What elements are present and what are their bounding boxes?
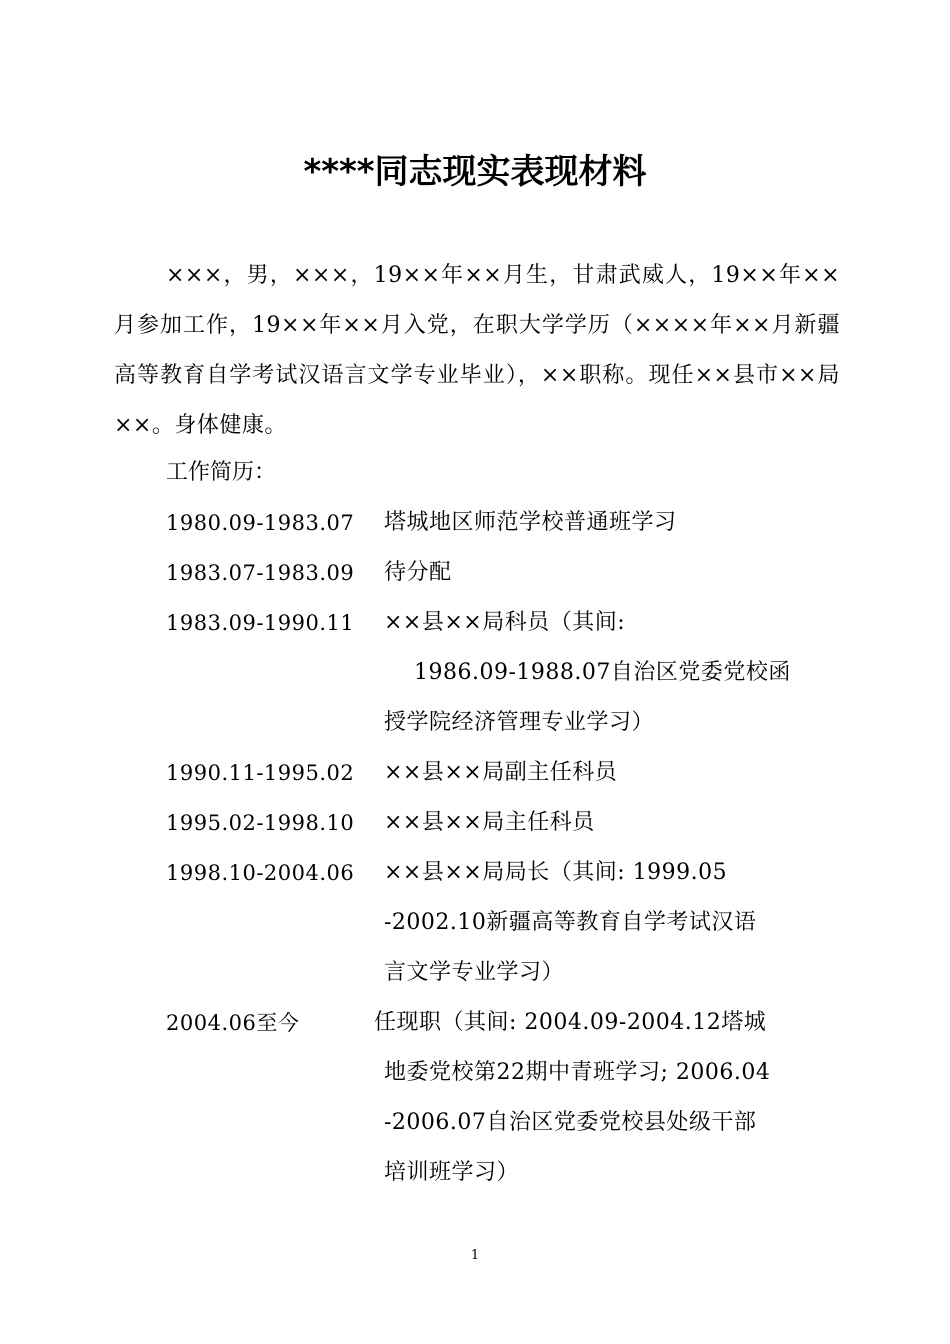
- work-history-entry: [0, 748, 950, 798]
- entry-description-line: ××县××局副主任科员: [384, 760, 618, 785]
- entry-period: 1995.02-1998.10: [166, 811, 355, 835]
- entry-period: 1990.11-1995.02: [166, 761, 355, 785]
- work-history-entry: [0, 598, 950, 748]
- work-history-entry: [0, 798, 950, 848]
- work-history-entry: [0, 998, 950, 1198]
- entry-period: 1980.09-1983.07: [166, 511, 355, 535]
- entry-description: [384, 848, 756, 998]
- entry-description-line: -2006.07自治区党委党校县处级干部: [384, 1110, 757, 1135]
- entry-description: [384, 748, 617, 798]
- document-title: ****同志现实表现材料: [303, 152, 647, 192]
- entry-description-line: 地委党校第22期中青班学习; 2006.04: [384, 1060, 771, 1085]
- entry-description-line: 塔城地区师范学校普通班学习: [384, 510, 677, 535]
- entry-description-line: 待分配: [384, 560, 452, 585]
- entry-description: [374, 998, 770, 1198]
- entry-description: [384, 798, 595, 848]
- entry-period: 1983.07-1983.09: [166, 561, 355, 585]
- entry-description-line: -2002.10新疆高等教育自学考试汉语: [384, 910, 757, 935]
- work-history-entry: [0, 848, 950, 998]
- work-history-entry: [0, 498, 950, 548]
- entry-description-line: 任现职（其间: 2004.09-2004.12塔城: [374, 1010, 767, 1035]
- work-history-entry: [0, 548, 950, 598]
- intro-paragraph: ×××，男，×××，19××年××月生，甘肃武威人，19××年××月参加工作，19××年××月入党，在职大学学历（××××年××月新疆高等教育自学考试汉语言文学专业毕业），××职称。现任××县市××局××。身体健康。: [114, 263, 840, 438]
- entry-description-line: ××县××局主任科员: [384, 810, 595, 835]
- entry-description-line: ××县××局局长（其间: 1999.05: [384, 860, 728, 885]
- entry-description-line: 授学院经济管理专业学习）: [384, 710, 655, 735]
- entry-period: 1983.09-1990.11: [166, 611, 355, 635]
- page-number: 1: [470, 1248, 480, 1263]
- work-history-heading: 工作简历：: [166, 460, 277, 485]
- entry-description: [384, 598, 791, 748]
- entry-description-line: 培训班学习）: [384, 1160, 520, 1185]
- entry-description-line: 言文学专业学习）: [384, 960, 565, 985]
- entry-period: 2004.06至今: [166, 1011, 300, 1035]
- entry-description-line: ××县××局科员（其间:: [384, 610, 626, 635]
- entry-description-line: 1986.09-1988.07自治区党委党校函: [414, 660, 791, 685]
- entry-period: 1998.10-2004.06: [166, 861, 355, 885]
- entry-description: [384, 498, 677, 548]
- entry-description: [384, 548, 452, 598]
- work-history-list: [0, 498, 950, 1198]
